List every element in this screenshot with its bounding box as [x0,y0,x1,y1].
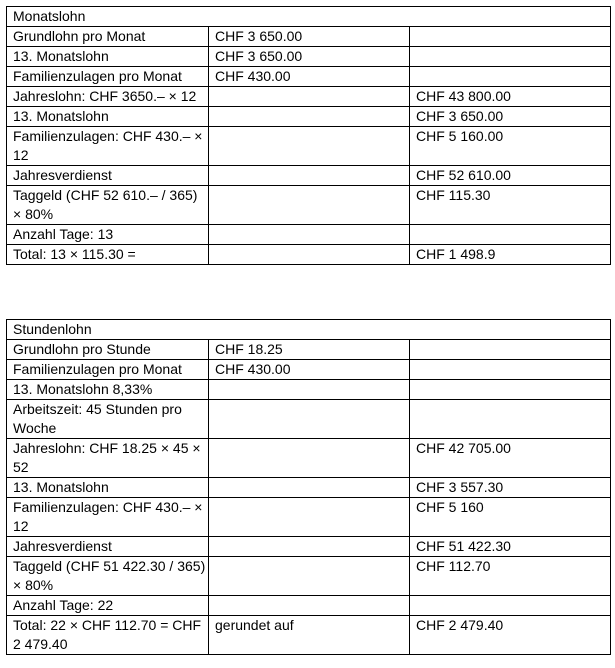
stundenlohn-title: Stundenlohn [7,320,611,340]
table-row [7,498,611,537]
monatslohn-cell-c1: Grundlohn pro Monat [7,27,209,47]
monatslohn-cell-c3: CHF 43 800.00 [410,87,611,107]
monatslohn-cell-c3 [410,27,611,47]
stundenlohn-cell-c3 [410,400,611,439]
stundenlohn-cell-c2: gerundet auf [209,616,410,655]
stundenlohn-cell-c3: CHF 112.70 [410,557,611,596]
table-row [7,616,611,655]
monatslohn-cell-c2 [209,186,410,225]
stundenlohn-cell-c2: CHF 430.00 [209,360,410,380]
stundenlohn-cell-c3 [410,596,611,616]
monatslohn-cell-c1: Familienzulagen: CHF 430.– × 12 [7,127,209,166]
stundenlohn-cell-c2 [209,380,410,400]
stundenlohn-table [6,319,611,655]
stundenlohn-cell-c3 [410,360,611,380]
table-row [7,340,611,360]
stundenlohn-cell-c2 [209,439,410,478]
monatslohn-cell-c2 [209,245,410,265]
stundenlohn-cell-c2 [209,400,410,439]
stundenlohn-cell-c3: CHF 2 479.40 [410,616,611,655]
monatslohn-cell-c3: CHF 5 160.00 [410,127,611,166]
table-row [7,478,611,498]
monatslohn-cell-c2: CHF 430.00 [209,67,410,87]
stundenlohn-cell-c1: 13. Monatslohn 8,33% [7,380,209,400]
monatslohn-cell-c2 [209,225,410,245]
stundenlohn-cell-c1: Anzahl Tage: 22 [7,596,209,616]
table-row [7,360,611,380]
monatslohn-cell-c1: Total: 13 × 115.30 = [7,245,209,265]
stundenlohn-cell-c3: CHF 51 422.30 [410,537,611,557]
stundenlohn-cell-c1: Taggeld (CHF 51 422.30 / 365) × 80% [7,557,209,596]
monatslohn-cell-c3: CHF 115.30 [410,186,611,225]
stundenlohn-cell-c1: Arbeitszeit: 45 Stunden pro Woche [7,400,209,439]
table-row [7,596,611,616]
monatslohn-cell-c1: Familienzulagen pro Monat [7,67,209,87]
stundenlohn-cell-c2 [209,557,410,596]
table-row [7,87,611,107]
monatslohn-cell-c2: CHF 3 650.00 [209,47,410,67]
stundenlohn-cell-c3: CHF 5 160 [410,498,611,537]
monatslohn-cell-c2: CHF 3 650.00 [209,27,410,47]
stundenlohn-cell-c1: Total: 22 × CHF 112.70 = CHF 2 479.40 [7,616,209,655]
stundenlohn-cell-c2 [209,478,410,498]
table-row [7,400,611,439]
monatslohn-cell-c1: Anzahl Tage: 13 [7,225,209,245]
monatslohn-cell-c3 [410,67,611,87]
table-row [7,245,611,265]
monatslohn-cell-c1: Jahreslohn: CHF 3650.– × 12 [7,87,209,107]
monatslohn-cell-c2 [209,107,410,127]
monatslohn-cell-c1: 13. Monatslohn [7,107,209,127]
stundenlohn-cell-c3: CHF 42 705.00 [410,439,611,478]
table-row [7,107,611,127]
stundenlohn-cell-c1: Jahreslohn: CHF 18.25 × 45 × 52 [7,439,209,478]
monatslohn-cell-c2 [209,166,410,186]
monatslohn-cell-c1: 13. Monatslohn [7,47,209,67]
stundenlohn-cell-c1: Familienzulagen pro Monat [7,360,209,380]
table-row [7,47,611,67]
table-row [7,127,611,166]
stundenlohn-cell-c2: CHF 18.25 [209,340,410,360]
stundenlohn-cell-c2 [209,596,410,616]
monatslohn-cell-c3 [410,47,611,67]
stundenlohn-cell-c1: Familienzulagen: CHF 430.– × 12 [7,498,209,537]
monatslohn-table [6,6,611,265]
monatslohn-cell-c2 [209,87,410,107]
table-row [7,537,611,557]
table-row [7,67,611,87]
stundenlohn-cell-c2 [209,498,410,537]
stundenlohn-cell-c3 [410,340,611,360]
stundenlohn-cell-c1: Grundlohn pro Stunde [7,340,209,360]
monatslohn-title: Monatslohn [7,7,611,27]
monatslohn-cell-c3 [410,225,611,245]
monatslohn-cell-c3: CHF 1 498.9 [410,245,611,265]
stundenlohn-cell-c2 [209,537,410,557]
monatslohn-cell-c2 [209,127,410,166]
monatslohn-cell-c3: CHF 3 650.00 [410,107,611,127]
table-row [7,439,611,478]
monatslohn-cell-c3: CHF 52 610.00 [410,166,611,186]
stundenlohn-cell-c3: CHF 3 557.30 [410,478,611,498]
monatslohn-cell-c1: Taggeld (CHF 52 610.– / 365) × 80% [7,186,209,225]
table-row [7,557,611,596]
table-row [7,27,611,47]
table-row [7,380,611,400]
table-row [7,186,611,225]
table-header-row [7,320,611,340]
stundenlohn-cell-c1: Jahresverdienst [7,537,209,557]
monatslohn-cell-c1: Jahresverdienst [7,166,209,186]
stundenlohn-cell-c1: 13. Monatslohn [7,478,209,498]
table-row [7,166,611,186]
table-row [7,225,611,245]
table-header-row [7,7,611,27]
stundenlohn-cell-c3 [410,380,611,400]
